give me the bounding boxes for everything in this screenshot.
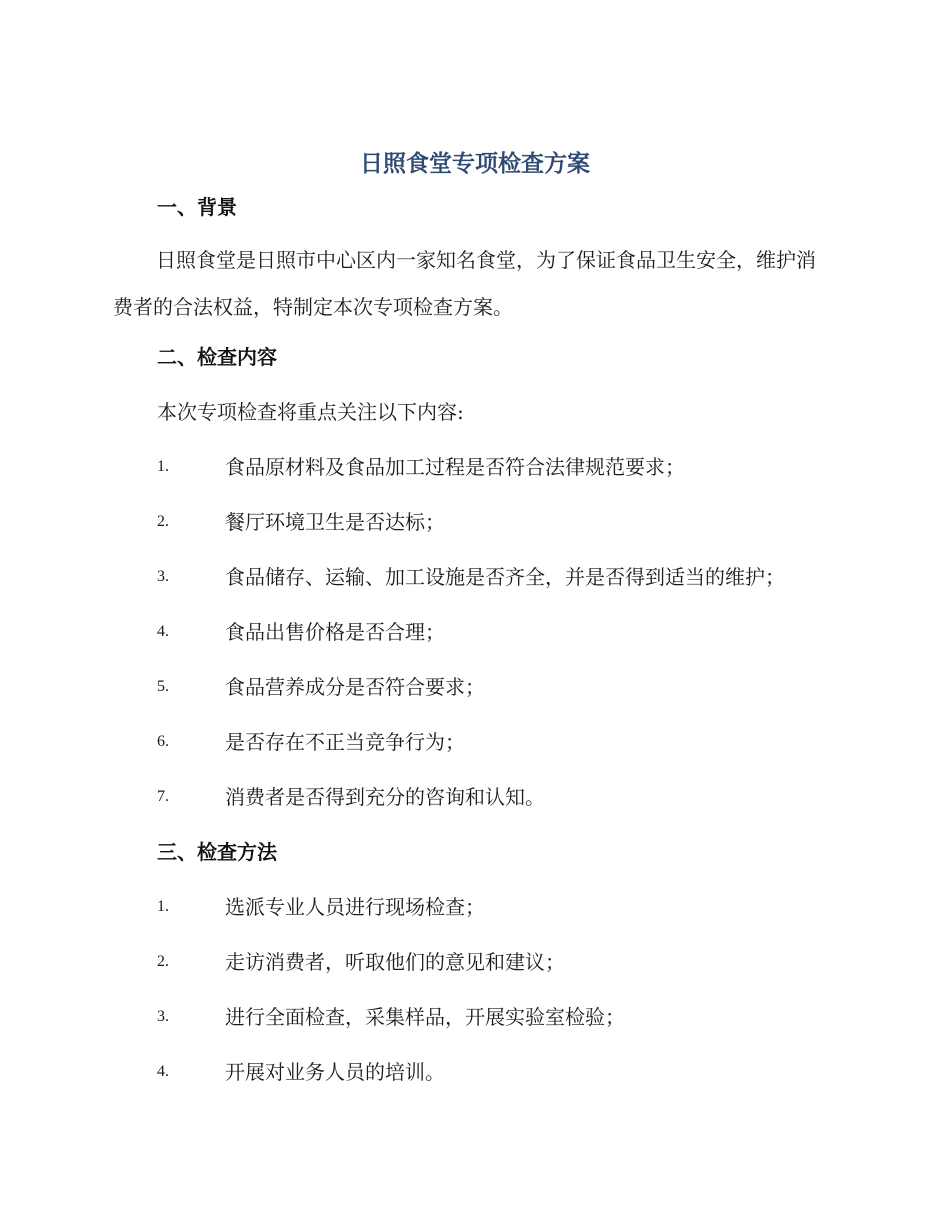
list-item-text: 是否存在不正当竞争行为； xyxy=(225,730,465,754)
list-item xyxy=(157,452,857,482)
list-item xyxy=(157,947,857,977)
background-paragraph: 日照食堂是日照市中心区内一家知名食堂，为了保证食品卫生安全，维护消费者的合法权益，特制定本次专项检查方案。 xyxy=(113,248,816,319)
list-item xyxy=(157,617,857,647)
list-item-text: 开展对业务人员的培训。 xyxy=(225,1060,445,1084)
list-item-text: 选派专业人员进行现场检查； xyxy=(225,895,485,919)
list-item xyxy=(157,1002,857,1032)
list-item-number: 2. xyxy=(157,513,169,530)
list-item xyxy=(157,1057,857,1087)
list-item-text: 进行全面检查，采集样品，开展实验室检验； xyxy=(225,1005,625,1029)
list-item-number: 3. xyxy=(157,568,169,585)
list-item-number: 7. xyxy=(157,788,169,805)
list-item xyxy=(157,892,857,922)
section-heading-background: 一、背景 xyxy=(157,195,237,219)
list-item-text: 食品营养成分是否符合要求； xyxy=(225,675,485,699)
list-item-number: 4. xyxy=(157,1063,169,1080)
list-item-number: 1. xyxy=(157,458,169,475)
list-item-text: 食品出售价格是否合理； xyxy=(225,620,445,644)
list-item xyxy=(157,507,857,537)
list-item-number: 5. xyxy=(157,678,169,695)
inspection-content-intro: 本次专项检查将重点关注以下内容: xyxy=(157,400,464,424)
document-title: 日照食堂专项检查方案 xyxy=(360,151,590,177)
list-item xyxy=(157,727,857,757)
section-heading-inspection-method: 三、检查方法 xyxy=(157,840,277,864)
list-item-number: 6. xyxy=(157,733,169,750)
list-item-number: 2. xyxy=(157,953,169,970)
list-item-text: 餐厅环境卫生是否达标； xyxy=(225,510,445,534)
list-item-text: 食品原材料及食品加工过程是否符合法律规范要求； xyxy=(225,455,685,479)
list-item-number: 1. xyxy=(157,898,169,915)
list-item-number: 3. xyxy=(157,1008,169,1025)
list-item-text: 消费者是否得到充分的咨询和认知。 xyxy=(225,785,545,809)
list-item-text: 食品储存、运输、加工设施是否齐全，并是否得到适当的维护； xyxy=(225,565,785,589)
list-item xyxy=(157,782,857,812)
list-item-text: 走访消费者，听取他们的意见和建议； xyxy=(225,950,565,974)
section-heading-inspection-content: 二、检查内容 xyxy=(157,345,277,369)
list-item-number: 4. xyxy=(157,623,169,640)
list-item xyxy=(157,562,857,592)
list-item xyxy=(157,672,857,702)
